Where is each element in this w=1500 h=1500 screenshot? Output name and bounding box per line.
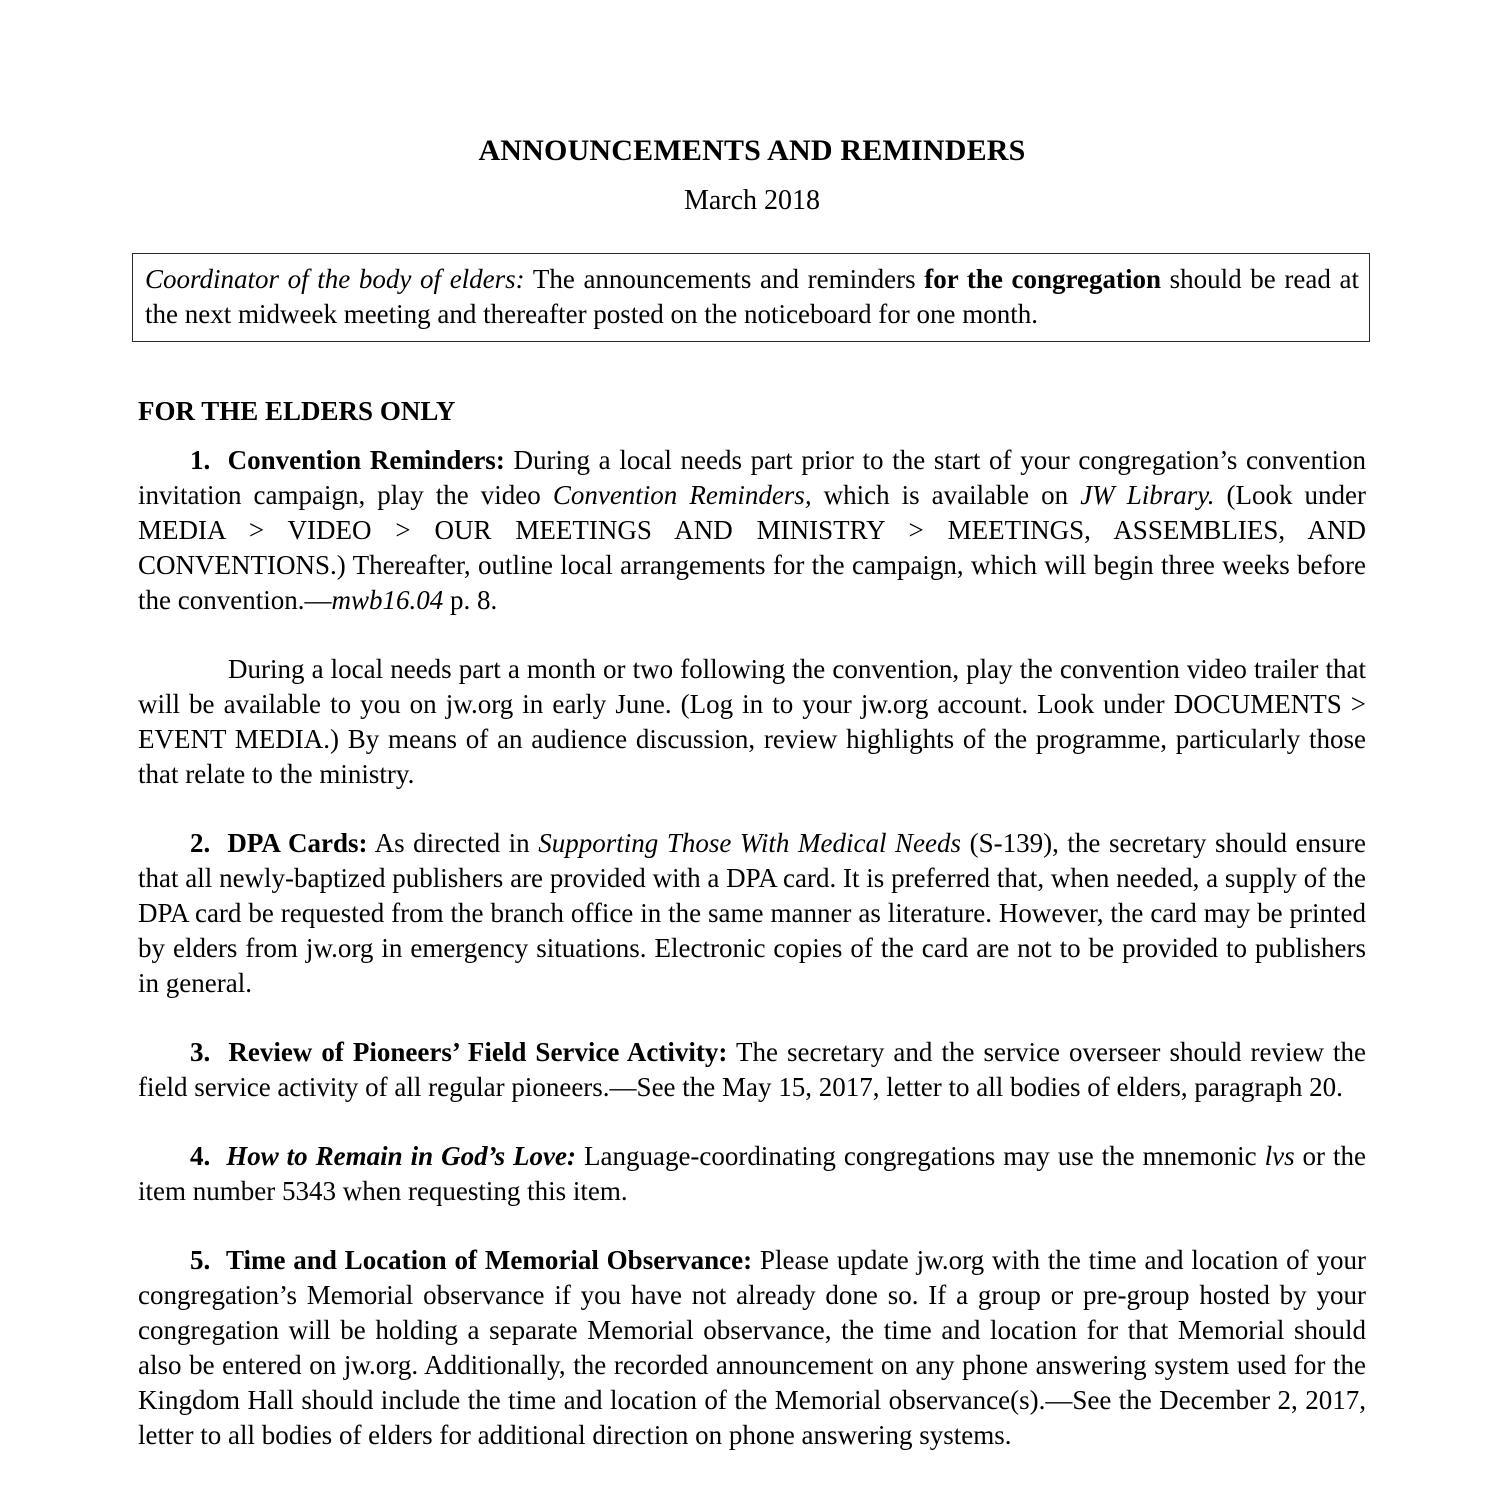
item-number-4: 4.: [190, 1141, 211, 1171]
item-number-gap-3: [210, 1037, 228, 1067]
item-body-4a: Language-coordinating congregations may use the mnemonic: [576, 1141, 1265, 1171]
item-number-gap-1: [210, 445, 227, 475]
item-italic-1c: mwb16.04: [331, 585, 444, 615]
coordinator-note-box: [132, 253, 1370, 342]
item-number-gap-5: [210, 1245, 226, 1275]
list-item: [138, 1209, 1366, 1453]
item-title-4: How to Remain in God’s Love:: [226, 1141, 577, 1171]
section-heading-elders-only: FOR THE ELDERS ONLY: [138, 396, 456, 426]
list-item: [138, 1105, 1366, 1209]
item-italic-2a: Supporting Those With Medical Needs: [538, 828, 962, 858]
item-title-5: Time and Location of Memorial Observance:: [225, 1245, 753, 1275]
page-subtitle: March 2018: [683, 185, 821, 216]
coordinator-note-part2: should be read at the next midweek meeting and thereafter posted on the noticeboard for one month.: [145, 264, 1359, 329]
item-italic-1a: Convention Reminders,: [552, 480, 812, 510]
item-body-2a: As directed in: [367, 828, 539, 858]
item-body-1c: (Look under MEDIA > VIDEO > OUR MEETINGS AND MINISTRY > MEETINGS, ASSEMBLIES, AND CONVENTIONS.) Thereafter, outline local arrangements for the campaign, which will begin three weeks before the convention.—: [138, 480, 1367, 615]
item-body-2b: (S-139), the secretary should ensure that all newly-baptized publishers are provided with a DPA card. It is preferred that, when needed, a supply of the DPA card be requested from the branch office in the same manner as literature. However, the card may be printed by elders from jw.org in emergency situations. Electronic copies of the card are not to be provided to publishers in general.: [138, 828, 1367, 998]
coordinator-note-text: [145, 262, 1359, 332]
item-number-gap-4: [210, 1141, 226, 1171]
item-number-2: 2.: [190, 828, 211, 858]
item-body-1d: p. 8.: [443, 585, 498, 615]
item-body-4b: or the item number 5343 when requesting this item.: [138, 1141, 1366, 1206]
item-body-5a: Please update jw.org with the time and location of your congregation’s Memorial observance if you have not already done so. If a group or pre-group hosted by your congregation will be holding a separate Memorial observance, the time and location for that Memorial should also be entered on jw.org. Additionally, the recorded announcement on any phone answering system used for the Kingdom Hall should include the time and location of the Memorial observance(s).—See the December 2, 2017, letter to all bodies of elders for additional direction on phone answering systems.: [138, 1245, 1367, 1450]
item-title-2: DPA Cards:: [227, 828, 368, 858]
list-item: [138, 1001, 1366, 1105]
item-body-1a: During a local needs part prior to the start of your congregation’s convention invitation campaign, play the video: [138, 445, 1366, 510]
item-body-3a: The secretary and the service overseer should review the field service activity of all regular pioneers.—See the May 15, 2017, letter to all bodies of elders, paragraph 20.: [138, 1037, 1366, 1102]
list-item: [138, 429, 1366, 618]
item-title-1: Convention Reminders:: [227, 445, 505, 475]
item-italic-1b: JW Library.: [1080, 480, 1215, 510]
item-number-5: 5.: [190, 1245, 211, 1275]
coordinator-note-part1: The announcements and reminders: [524, 264, 925, 294]
page-title: ANNOUNCEMENTS AND REMINDERS: [478, 134, 1026, 167]
coordinator-note-lead: Coordinator of the body of elders:: [145, 264, 525, 294]
item-number-3: 3.: [190, 1037, 211, 1067]
item-body-1b: which is available on: [811, 480, 1081, 510]
document-content: [138, 0, 1366, 1453]
item-title-3: Review of Pioneers’ Field Service Activity:: [228, 1037, 728, 1067]
item-number-1: 1.: [190, 445, 211, 475]
item-italic-4a: lvs: [1264, 1141, 1295, 1171]
coordinator-note-bold-phrase: for the congregation: [924, 264, 1161, 294]
subparagraph-convention-trailer: During a local needs part a month or two following the convention, play the convention video trailer that will be available to you on jw.org in early June. (Log in to your jw.org account. Look under DOCUMENTS > EVENT MEDIA.) By means of an audience discussion, review highlights of the programme, particularly those that relate to the ministry.: [138, 654, 1366, 789]
item-number-gap-2: [210, 828, 227, 858]
list-item: [138, 792, 1366, 1001]
